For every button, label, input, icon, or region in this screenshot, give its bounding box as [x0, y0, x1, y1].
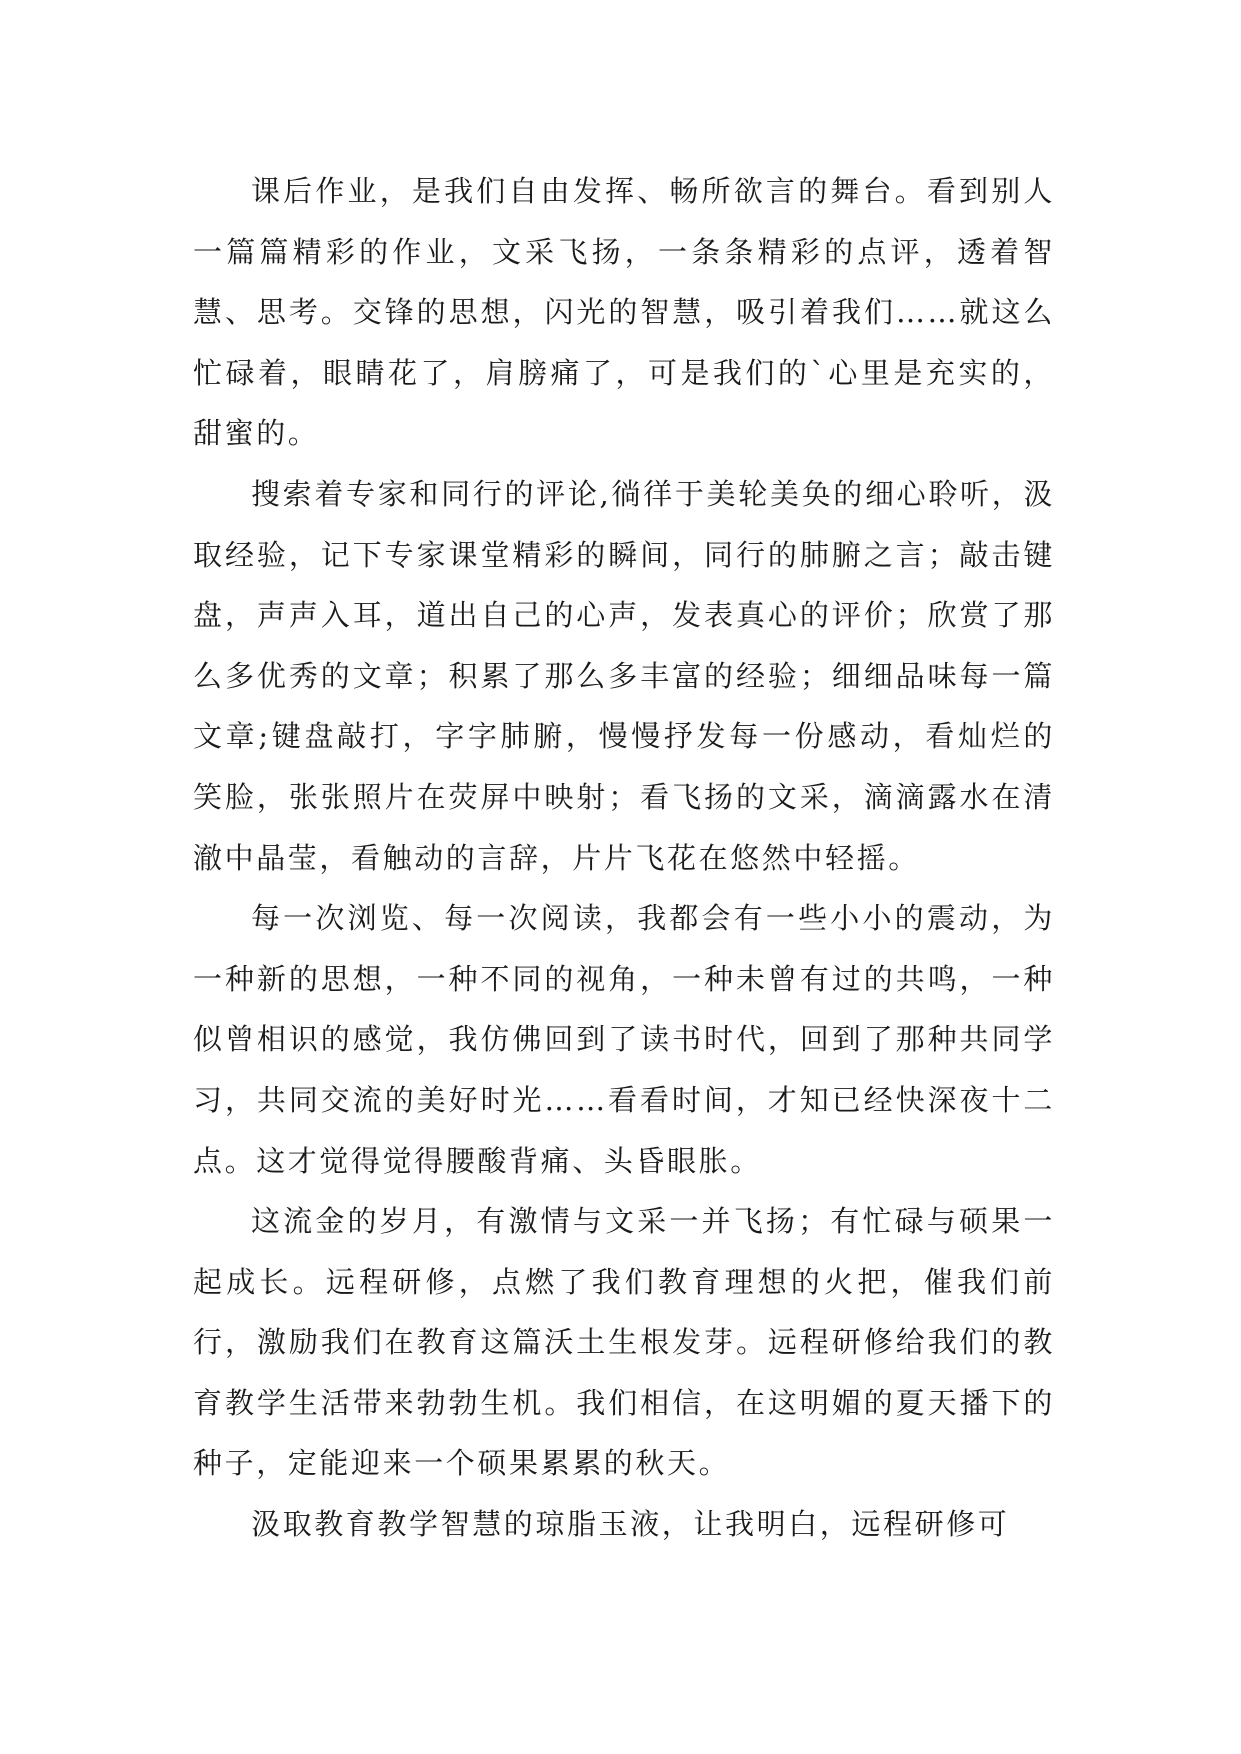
paragraph-comments: 搜索着专家和同行的评论,徜徉于美轮美奂的细心聆听，汲取经验，记下专家课堂精彩的瞬间，同行的肺腑之言；敲击键盘，声声入耳，道出自己的心声，发表真心的评价；欣赏了那么多优秀的文章；积累了那么多丰富的经验；细细品味每一篇文章;键盘敲打，字字肺腑，慢慢抒发每一份感动，看灿烂的笑脸，张张照片在荧屏中映射；看飞扬的文采，滴滴露水在清澈中晶莹，看触动的言辞，片片飞花在悠然中轻摇。 [193, 476, 1055, 875]
paragraph-homework: 课后作业，是我们自由发挥、畅所欲言的舞台。看到别人一篇篇精彩的作业，文采飞扬，一条条精彩的点评，透着智慧、思考。交锋的思想，闪光的智慧，吸引着我们……就这么忙碌着，眼睛花了，肩膀痛了，可是我们的`心里是充实的，甜蜜的。 [193, 174, 1055, 451]
paragraph-wisdom: 汲取教育教学智慧的琼脂玉液，让我明白，远程研修可 [251, 1507, 1010, 1542]
paragraph-reading: 每一次浏览、每一次阅读，我都会有一些小小的震动，为一种新的思想，一种不同的视角，一种未曾有过的共鸣，一种似曾相识的感觉，我仿佛回到了读书时代，回到了那种共同学习，共同交流的美好时光……看看时间，才知已经快深夜十二点。这才觉得觉得腰酸背痛、头昏眼胀。 [193, 901, 1055, 1178]
document-body [193, 161, 1055, 1555]
paragraph-golden-years: 这流金的岁月，有激情与文采一并飞扬；有忙碌与硕果一起成长。远程研修，点燃了我们教育理想的火把，催我们前行，激励我们在教育这篇沃土生根发芽。远程研修给我们的教育教学生活带来勃勃生机。我们相信，在这明媚的夏天播下的种子，定能迎来一个硕果累累的秋天。 [193, 1204, 1055, 1481]
